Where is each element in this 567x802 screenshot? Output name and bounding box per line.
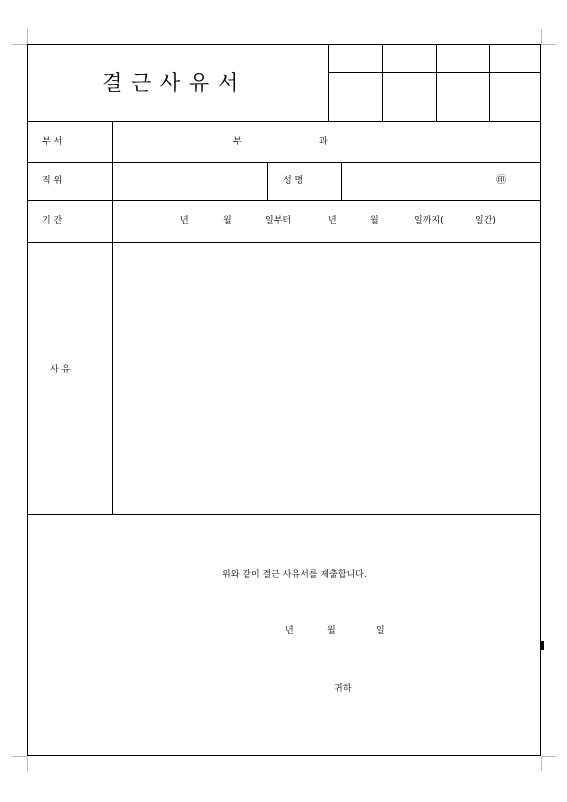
rule-reason-bottom [27,514,541,515]
crop-mark-br-v [541,756,542,771]
period-month-1: 월 [223,216,232,226]
rule-dept-bottom [27,162,541,163]
approval-col-3 [436,44,437,121]
period-days: 일간) [475,216,496,226]
date-day: 일 [376,626,385,636]
text-cursor [541,641,544,650]
submission-statement: 위와 같이 결근 사유서를 제출합니다. [222,570,367,580]
name-label-divider [341,162,342,200]
label-column-rule [112,121,113,514]
crop-mark-tl-h [12,44,27,45]
rule-period-bottom [27,242,541,243]
approval-row-divider [328,72,541,73]
dept-label: 부 서 [42,137,63,147]
reason-label: 사 유 [50,365,71,375]
crop-mark-tr-h [541,44,556,45]
absence-form [27,44,541,756]
period-year-1: 년 [180,216,189,226]
period-until: 일까지( [414,216,444,226]
rule-title-bottom [27,121,541,122]
period-from: 일부터 [265,216,292,226]
period-month-2: 월 [370,216,379,226]
document-title: 결 근 사 유 서 [102,71,240,95]
seal-mark: ㊞ [496,175,506,186]
rule-position-bottom [27,200,541,201]
crop-mark-bl-h [12,756,27,757]
date-year: 년 [285,626,294,636]
position-name-divider [267,162,268,200]
date-month: 월 [327,626,336,636]
crop-mark-tr-v [541,29,542,44]
approval-col-4 [489,44,490,121]
dept-gwa-text: 과 [319,137,328,147]
crop-mark-br-h [541,756,556,757]
period-label: 기 간 [42,216,63,226]
approval-col-1 [328,44,329,121]
crop-mark-tl-v [27,29,28,44]
approval-col-2 [382,44,383,121]
dept-bu-text: 부 [233,137,242,147]
name-label: 성 명 [283,176,304,186]
period-year-2: 년 [328,216,337,226]
addressee: 귀하 [334,684,352,694]
crop-mark-bl-v [27,756,28,771]
position-label: 직 위 [42,176,63,186]
